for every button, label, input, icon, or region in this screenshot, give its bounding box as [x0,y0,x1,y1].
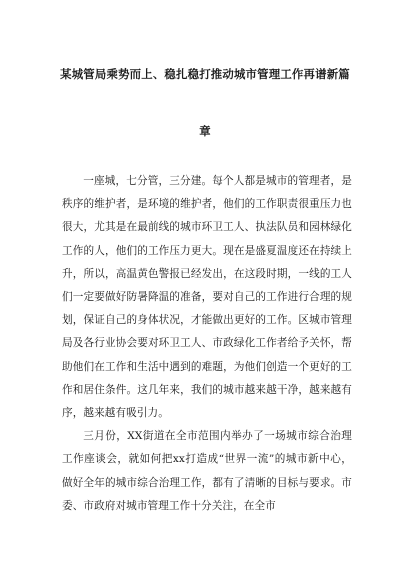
paragraph-2: 三月份，XX街道在全市范围内举办了一场城市综合治理工作座谈会，就如何把xx打造成“世界一流”的城市新中心，做好全年的城市综合治理工作，都有了清晰的目标与要求。市委、市政府对城市管理工作十分关注，在全市 [62,430,352,512]
document-title-continued: 章 [199,124,211,138]
paragraph-1: 一座城，七分管，三分建。每个人都是城市的管理者，是秩序的维护者，是环境的维护者，他们的工作职责很重压力也很大，尤其是在最前线的城市环卫工人、执法队员和园林绿化工作的人，他们的工作压力更大。现在是盛夏温度还在持续上升，所以，高温黄色警报已经发出，在这段时期，一线的工人们一定要做好防暑降温的准备，要对自己的工作进行合理的规划，保证自己的身体状况，才能做出更好的工作。区城市管理局及各行业协会要对环卫工人、市政绿化工作者给予关怀，帮助他们在工作和生活中遇到的难题，为他们创造一个更好的工作和居住条件。这几年来，我们的城市越来越干净，越来越有序，越来越有吸引力。 [62,175,352,420]
document-title: 某城管局乘势而上、稳扎稳打推动城市管理工作再谱新篇 [60,67,350,81]
document-body [62,170,352,518]
